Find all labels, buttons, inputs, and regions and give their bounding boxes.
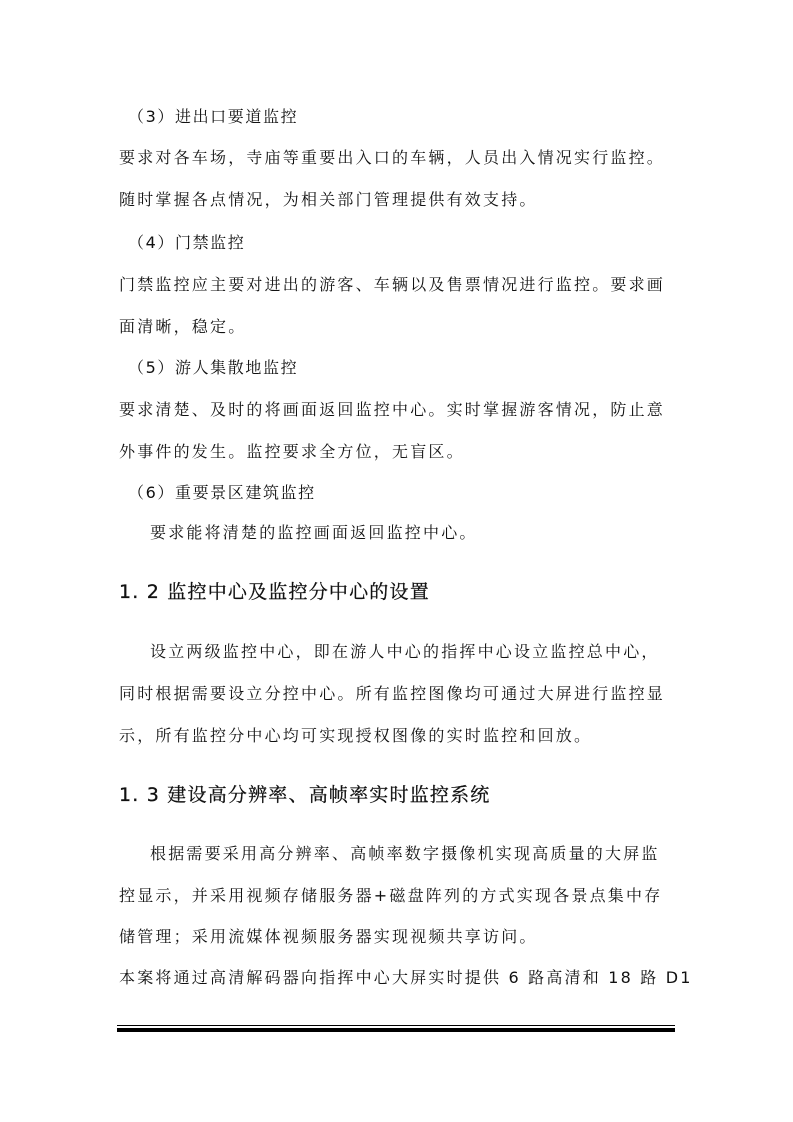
paragraph-line: 控显示，并采用视频存储服务器+磁盘阵列的方式实现各景点集中存 — [119, 886, 663, 905]
paragraph-line: 同时根据需要设立分控中心。所有监控图像均可通过大屏进行监控显 — [119, 684, 666, 703]
footer-double-rule — [117, 1025, 675, 1032]
subheading-item-3: （3）进出口要道监控 — [128, 107, 299, 126]
paragraph-line: 本案将通过高清解码器向指挥中心大屏实时提供 6 路高清和 18 路 D1 — [119, 968, 693, 987]
section-heading-1-3: 1. 3 建设高分辨率、高帧率实时监控系统 — [119, 784, 491, 806]
paragraph-line: 储管理；采用流媒体视频服务器实现视频共享访问。 — [119, 927, 538, 946]
paragraph-line: 根据需要采用高分辨率、高帧率数字摄像机实现高质量的大屏监 — [150, 844, 660, 863]
paragraph-line: 面清晰，稳定。 — [119, 317, 247, 336]
subheading-item-5: （5）游人集散地监控 — [128, 358, 299, 377]
paragraph-line: 要求清楚、及时的将画面返回监控中心。实时掌握游客情况，防止意 — [119, 400, 666, 419]
paragraph-line: 要求能将清楚的监控画面返回监控中心。 — [150, 523, 478, 542]
paragraph-line: 外事件的发生。监控要求全方位，无盲区。 — [119, 442, 465, 461]
section-heading-1-2: 1. 2 监控中心及监控分中心的设置 — [119, 581, 430, 603]
paragraph-line: 门禁监控应主要对进出的游客、车辆以及售票情况进行监控。要求画 — [119, 275, 666, 294]
paragraph-line: 随时掌握各点情况，为相关部门管理提供有效支持。 — [119, 190, 538, 209]
footer-rule-thick — [117, 1028, 675, 1032]
paragraph-line: 要求对各车场，寺庙等重要出入口的车辆，人员出入情况实行监控。 — [119, 148, 666, 167]
paragraph-line: 设立两级监控中心，即在游人中心的指挥中心设立监控总中心， — [150, 642, 660, 661]
subheading-item-4: （4）门禁监控 — [128, 233, 246, 252]
subheading-item-6: （6）重要景区建筑监控 — [128, 483, 316, 502]
paragraph-line: 示，所有监控分中心均可实现授权图像的实时监控和回放。 — [119, 726, 593, 745]
